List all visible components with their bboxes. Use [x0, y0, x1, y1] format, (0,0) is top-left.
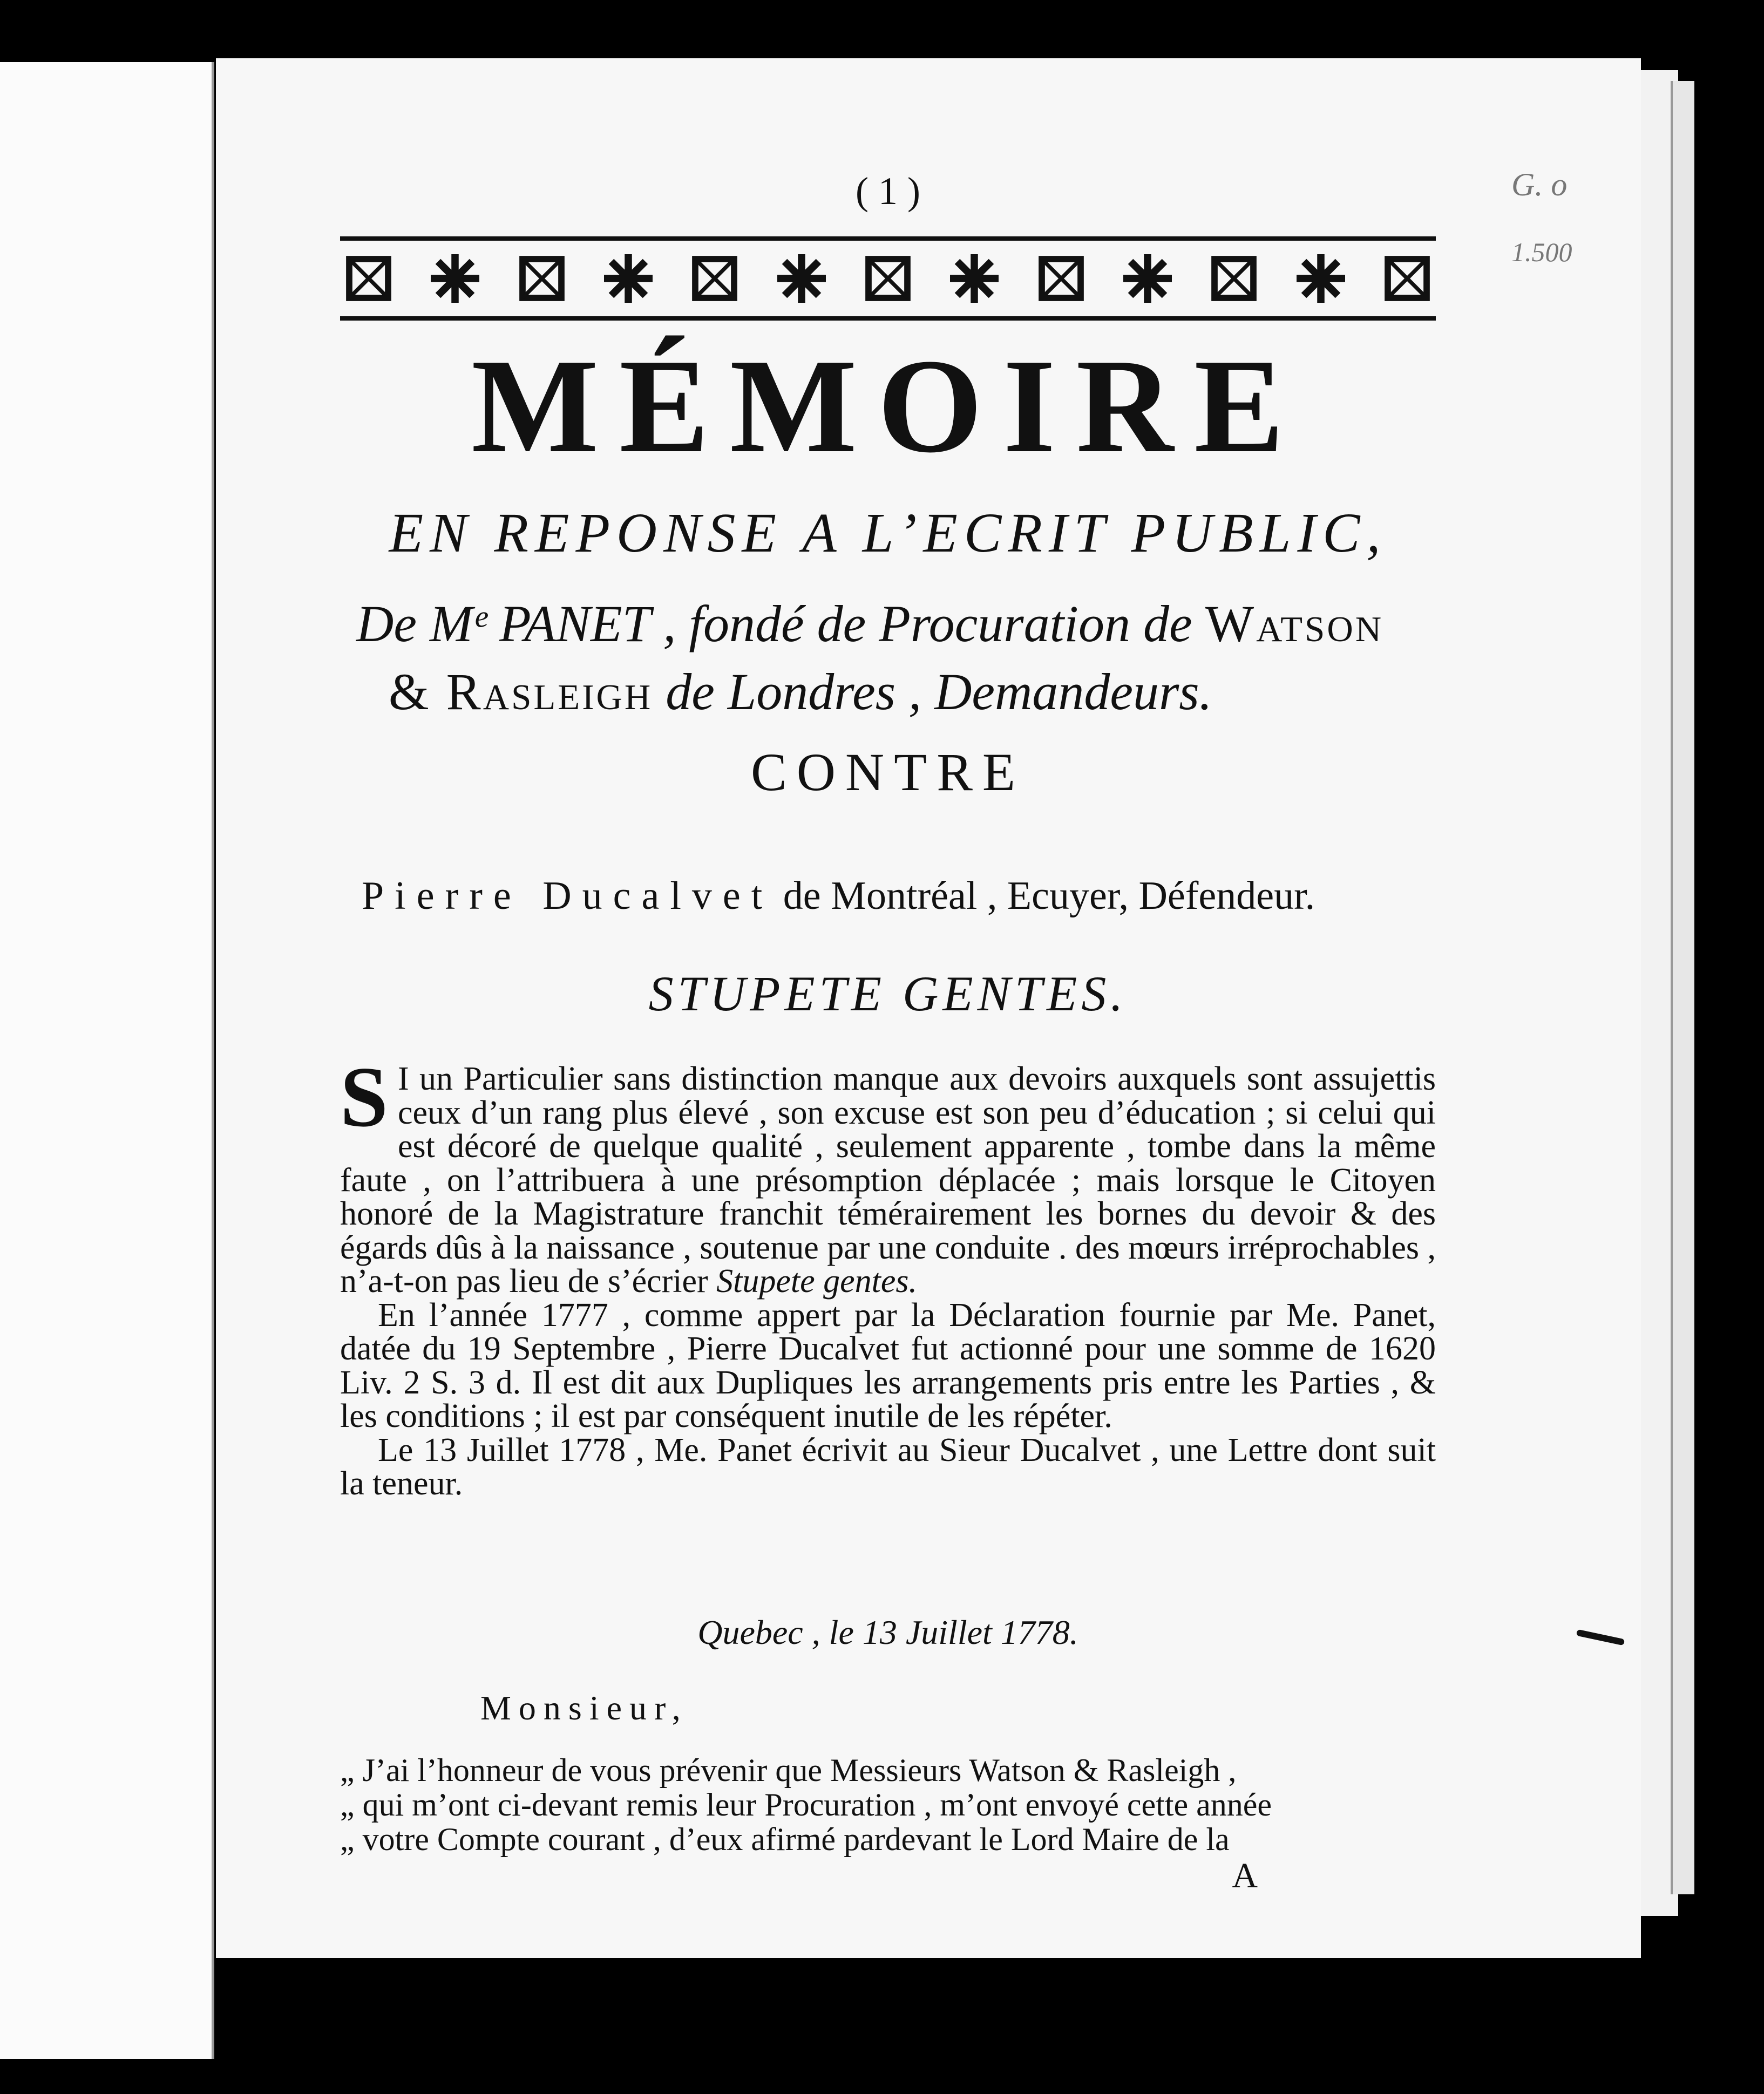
document-subtitle: EN REPONSE A L’ECRIT PUBLIC,: [389, 502, 1387, 564]
margin-note: 1.500: [1511, 237, 1572, 267]
page-content: [340, 58, 1436, 1958]
ornament-star-icon: [950, 254, 999, 303]
ornament-border: [340, 236, 1436, 321]
ornament-star-icon: [431, 254, 479, 303]
attribution: [356, 590, 1436, 726]
drop-cap: S: [340, 1049, 388, 1145]
paragraph-1: [340, 1049, 1436, 1300]
ornament-star-icon: [1297, 254, 1345, 303]
document-page: [216, 58, 1641, 1958]
paragraph-1-italic: Stupete gentes.: [716, 1263, 918, 1300]
paragraph-3: Le 13 Juillet 1778 , Me. Panet écrivit au Sieur Ducalvet , une Lettre dont suit la teneur.: [340, 1431, 1436, 1502]
ornament-square-icon: [518, 254, 566, 303]
ornament-square-icon: [344, 254, 393, 303]
ornament-square-icon: [1037, 254, 1085, 303]
page-edge: [1671, 81, 1694, 1894]
ornament-square-icon: [1210, 254, 1258, 303]
defendant-name: Pierre Ducalvet: [362, 874, 774, 918]
paragraph-1-text: I un Particulier sans distinction manque aux devoirs auxquels sont assujettis ceux d’un rang plus élevé , son excuse est son peu d’éducation ; si celui qui est décoré de quelque qualité , seulement apparente , tombe dans la même faute , on l’attribuera à une présomption déplacée ; mais lorsque le Citoyen honoré de la Magistrature franchit témérairement les bornes du devoir & des égards dûs à la naissance , soutenue par une conduite . des mœurs irréprochables , n’a-t-on pas lieu de s’écrier: [340, 1060, 1436, 1300]
ornament-star-icon: [777, 254, 826, 303]
body-text: [340, 1049, 1436, 1502]
letter-body: [340, 1753, 1436, 1857]
signature-mark: A: [1232, 1856, 1258, 1895]
ornament-square-icon: [690, 254, 739, 303]
letter-salutation: Monsieur,: [480, 1689, 688, 1727]
plaintiff-name-1: Watson: [1205, 595, 1384, 652]
contre-heading: CONTRE: [751, 742, 1025, 802]
ornament-star-icon: [604, 254, 653, 303]
margin-dash: [1576, 1629, 1625, 1646]
plaintiff-name-2: & Rasleigh: [389, 663, 653, 720]
paragraph-2: En l’année 1777 , comme appert par la Déclaration fournie par Me. Panet, datée du 19 Septembre , Pierre Ducalvet fut actionné pour une somme de 1620 Liv. 2 S. 3 d. Il est dit aux Dupliques les arrangements pris entre les Parties , & les conditions ; il est par conséquent inutile de les répéter.: [340, 1296, 1436, 1434]
document-title: MÉMOIRE: [471, 331, 1305, 481]
letter-line: „ qui m’ont ci-devant remis leur Procuration , m’ont envoyé cette année: [340, 1787, 1272, 1823]
letter-line: „ J’ai l’honneur de vous prévenir que Messieurs Watson & Rasleigh ,: [340, 1752, 1237, 1788]
epigraph: STUPETE GENTES.: [648, 966, 1128, 1021]
attribution-line1-prefix: De Mᵉ PANET , fondé de Procuration de: [356, 595, 1192, 652]
ornament-square-icon: [1383, 254, 1431, 303]
margin-note: G. o: [1511, 167, 1568, 202]
facing-page: [0, 62, 214, 2059]
defendant-details: de Montréal , Ecuyer, Défendeur.: [783, 874, 1315, 918]
page-number: ( 1 ): [856, 169, 920, 213]
attribution-line2-suffix: de Londres , Demandeurs.: [666, 663, 1212, 720]
ornament-square-icon: [864, 254, 912, 303]
letter-date: Quebec , le 13 Juillet 1778.: [697, 1613, 1078, 1651]
letter-line: „ votre Compte courant , d’eux afirmé pardevant le Lord Maire de la: [340, 1821, 1230, 1857]
defendant-line: [362, 873, 1436, 919]
ornament-star-icon: [1123, 254, 1172, 303]
